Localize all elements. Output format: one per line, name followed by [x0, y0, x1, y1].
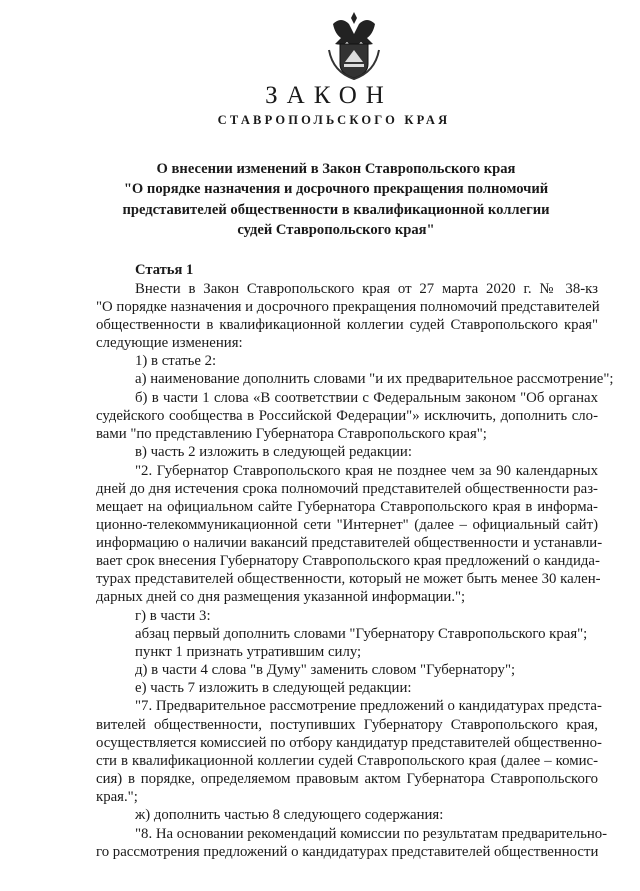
- body-line: дней до дня истечения срока полномочий представителей общественности раз-: [96, 481, 598, 497]
- body-line: вителей общественности, поступивших Губернатору Ставропольского края,: [96, 717, 598, 733]
- body-line: Внести в Закон Ставропольского края от 27 марта 2020 г. № 38-кз: [135, 281, 598, 297]
- body-line: следующие изменения:: [96, 335, 243, 351]
- article-heading: Статья 1: [135, 262, 194, 278]
- body-line: г) в части 3:: [135, 608, 211, 624]
- document-title: [96, 159, 576, 240]
- body-line: судейского сообщества в Российской Федерации"» исключить, дополнить сло-: [96, 408, 598, 424]
- title-line: "О порядке назначения и досрочного прекращения полномочий: [123, 181, 549, 198]
- body-line: б) в части 1 слова «В соответствии с Федеральным законом "Об органах: [135, 390, 598, 406]
- body-line: сия) в порядке, определяемом правовым актом Губернатора Ставропольского: [96, 771, 598, 787]
- body-line: общественности в квалификационной коллегии судей Ставропольского края": [96, 317, 598, 333]
- body-line: в) часть 2 изложить в следующей редакции:: [135, 444, 412, 460]
- body-line: е) часть 7 изложить в следующей редакции:: [135, 680, 412, 696]
- body-line: сти в квалификационной коллегии судей Ставропольского края (далее – комис-: [96, 753, 598, 769]
- body-line: 1) в статье 2:: [135, 353, 217, 369]
- body-line: "7. Предварительное рассмотрение предложений о кандидатурах предста-: [135, 698, 602, 714]
- body-line: пункт 1 признать утратившим силу;: [135, 644, 362, 660]
- body-line: информацию о наличии вакансий представителей общественности и устанавли-: [96, 535, 603, 551]
- body-line: дарных дней со дня размещения указанной информации.";: [96, 589, 466, 605]
- body-line: вами "по представлению Губернатора Ставропольского края";: [96, 426, 487, 442]
- body-line: ж) дополнить частью 8 следующего содержания:: [135, 807, 444, 823]
- title-line: представителей общественности в квалификационной коллегии: [122, 201, 550, 218]
- body-line: а) наименование дополнить словами "и их предварительное рассмотрение";: [135, 371, 614, 387]
- body-line: вает срок внесения Губернатору Ставропольского края предложений о кандида-: [96, 553, 600, 569]
- body-line: "2. Губернатор Ставропольского края не позднее чем за 90 календарных: [135, 463, 598, 479]
- body-line: осуществляется комиссией по отбору кандидатур представителей общественно-: [96, 735, 602, 751]
- body-line: го рассмотрения предложений о кандидатурах представителей общественности: [96, 844, 599, 860]
- body-line: абзац первый дополнить словами "Губернатору Ставропольского края";: [135, 626, 588, 642]
- body-line: "О порядке назначения и досрочного прекращения полномочий представителей: [96, 299, 600, 315]
- body-line: д) в части 4 слова "в Думу" заменить словом "Губернатору";: [135, 662, 516, 678]
- body-line: ционно-телекоммуникационной сети "Интернет" (далее – официальный сайт): [96, 517, 598, 533]
- title-line: О внесении изменений в Закон Ставропольского края: [156, 161, 516, 177]
- body-line: турах представителей общественности, который не может быть менее 30 кален-: [96, 571, 601, 587]
- body-line: мещает на официальном сайте Губернатора Ставропольского края в информа-: [96, 499, 598, 515]
- coat-of-arms-emblem: [327, 10, 381, 80]
- title-line: судей Ставропольского края": [237, 221, 435, 238]
- body-line: "8. На основании рекомендаций комиссии по результатам предварительно-: [135, 826, 608, 842]
- body-line: края.";: [96, 789, 138, 805]
- document-type-heading: ЗАКОН: [265, 82, 393, 109]
- region-heading: СТАВРОПОЛЬСКОГО КРАЯ: [217, 113, 451, 127]
